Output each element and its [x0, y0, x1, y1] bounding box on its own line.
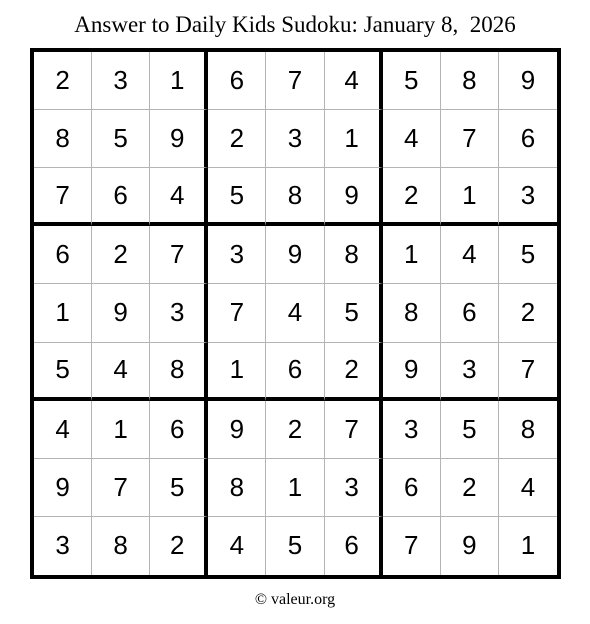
sudoku-cell-r4-c5: 9: [266, 226, 324, 284]
sudoku-cell-r6-c9: 7: [499, 343, 557, 401]
sudoku-cell-r7-c7: 3: [383, 401, 441, 459]
sudoku-cell-r2-c4: 2: [208, 110, 266, 168]
sudoku-cell-r5-c5: 4: [266, 284, 324, 342]
sudoku-cell-r6-c5: 6: [266, 343, 324, 401]
sudoku-cell-r2-c8: 7: [441, 110, 499, 168]
sudoku-cell-r3-c2: 6: [92, 168, 150, 226]
sudoku-cell-r8-c2: 7: [92, 459, 150, 517]
sudoku-cell-r2-c6: 1: [325, 110, 383, 168]
sudoku-cell-r6-c8: 3: [441, 343, 499, 401]
sudoku-cell-r5-c4: 7: [208, 284, 266, 342]
sudoku-cell-r9-c6: 6: [325, 517, 383, 575]
sudoku-cell-r8-c8: 2: [441, 459, 499, 517]
sudoku-cell-r2-c7: 4: [383, 110, 441, 168]
sudoku-cell-r5-c3: 3: [150, 284, 208, 342]
sudoku-cell-r4-c4: 3: [208, 226, 266, 284]
sudoku-cell-r6-c1: 5: [34, 343, 92, 401]
sudoku-cell-r4-c8: 4: [441, 226, 499, 284]
sudoku-cell-r3-c8: 1: [441, 168, 499, 226]
copyright-footer: © valeur.org: [254, 591, 336, 608]
sudoku-cell-r3-c7: 2: [383, 168, 441, 226]
sudoku-cell-r3-c3: 4: [150, 168, 208, 226]
sudoku-cell-r3-c1: 7: [34, 168, 92, 226]
sudoku-cell-r7-c1: 4: [34, 401, 92, 459]
sudoku-cell-r2-c9: 6: [499, 110, 557, 168]
sudoku-cell-r1-c8: 8: [441, 52, 499, 110]
sudoku-cell-r8-c4: 8: [208, 459, 266, 517]
puzzle-title: Answer to Daily Kids Sudoku: January 8, 2026: [74, 12, 516, 37]
sudoku-cell-r5-c1: 1: [34, 284, 92, 342]
sudoku-cell-r5-c6: 5: [325, 284, 383, 342]
sudoku-cell-r4-c9: 5: [499, 226, 557, 284]
sudoku-cell-r9-c4: 4: [208, 517, 266, 575]
sudoku-cell-r8-c7: 6: [383, 459, 441, 517]
sudoku-cell-r1-c2: 3: [92, 52, 150, 110]
sudoku-cell-r1-c1: 2: [34, 52, 92, 110]
sudoku-cell-r7-c8: 5: [441, 401, 499, 459]
sudoku-cell-r8-c5: 1: [266, 459, 324, 517]
sudoku-cell-r1-c5: 7: [266, 52, 324, 110]
sudoku-cell-r9-c9: 1: [520, 530, 536, 561]
sudoku-cell-r7-c2: 1: [92, 401, 150, 459]
sudoku-cell-r8-c3: 5: [150, 459, 208, 517]
sudoku-cell-r9-c5: 5: [266, 517, 324, 575]
sudoku-cell-r4-c6: 8: [325, 226, 383, 284]
sudoku-cell-r4-c1: 6: [34, 226, 92, 284]
sudoku-cell-r9-c2: 8: [92, 517, 150, 575]
sudoku-grid: [30, 48, 561, 579]
sudoku-cell-r4-c7: 1: [383, 226, 441, 284]
sudoku-cell-r7-c4: 9: [208, 401, 266, 459]
sudoku-cell-r9-c1: 3: [34, 517, 92, 575]
sudoku-cell-r5-c9: 2: [499, 284, 557, 342]
sudoku-cell-r1-c7: 5: [383, 52, 441, 110]
sudoku-cell-r6-c7: 9: [383, 343, 441, 401]
sudoku-cell-r3-c6: 9: [325, 168, 383, 226]
sudoku-cell-r8-c9: 4: [499, 459, 557, 517]
sudoku-cell-r7-c5: 2: [266, 401, 324, 459]
sudoku-cell-r9-c3: 2: [150, 517, 208, 575]
sudoku-cell-r8-c6: 3: [325, 459, 383, 517]
sudoku-cell-r8-c1: 9: [34, 459, 92, 517]
sudoku-cell-r7-c9: 8: [499, 401, 557, 459]
sudoku-cell-r3-c9: 3: [499, 168, 557, 226]
sudoku-cell-r2-c3: 9: [150, 110, 208, 168]
sudoku-cell-r2-c1: 8: [34, 110, 92, 168]
sudoku-cell-r3-c4: 5: [208, 168, 266, 226]
sudoku-cell-r6-c4: 1: [208, 343, 266, 401]
sudoku-cell-r1-c4: 6: [208, 52, 266, 110]
sudoku-cell-r2-c2: 5: [92, 110, 150, 168]
sudoku-cell-r9-c8: 9: [441, 517, 499, 575]
sudoku-cell-r7-c6: 7: [325, 401, 383, 459]
sudoku-cell-r5-c2: 9: [92, 284, 150, 342]
sudoku-cell-r1-c9: 9: [499, 52, 557, 110]
sudoku-cell-r6-c2: 4: [92, 343, 150, 401]
sudoku-cell-r1-c6: 4: [325, 52, 383, 110]
sudoku-cell-r1-c3: 1: [150, 52, 208, 110]
sudoku-cell-r6-c3: 8: [150, 343, 208, 401]
sudoku-cell-r2-c5: 3: [266, 110, 324, 168]
sudoku-cell-r3-c5: 8: [266, 168, 324, 226]
sudoku-cell-r6-c6: 2: [325, 343, 383, 401]
sudoku-cell-r9-c7: 7: [383, 517, 441, 575]
sudoku-cell-r4-c2: 2: [92, 226, 150, 284]
sudoku-cell-r4-c3: 7: [150, 226, 208, 284]
sudoku-cell-r7-c3: 6: [150, 401, 208, 459]
sudoku-cell-r5-c8: 6: [441, 284, 499, 342]
sudoku-cell-r5-c7: 8: [383, 284, 441, 342]
